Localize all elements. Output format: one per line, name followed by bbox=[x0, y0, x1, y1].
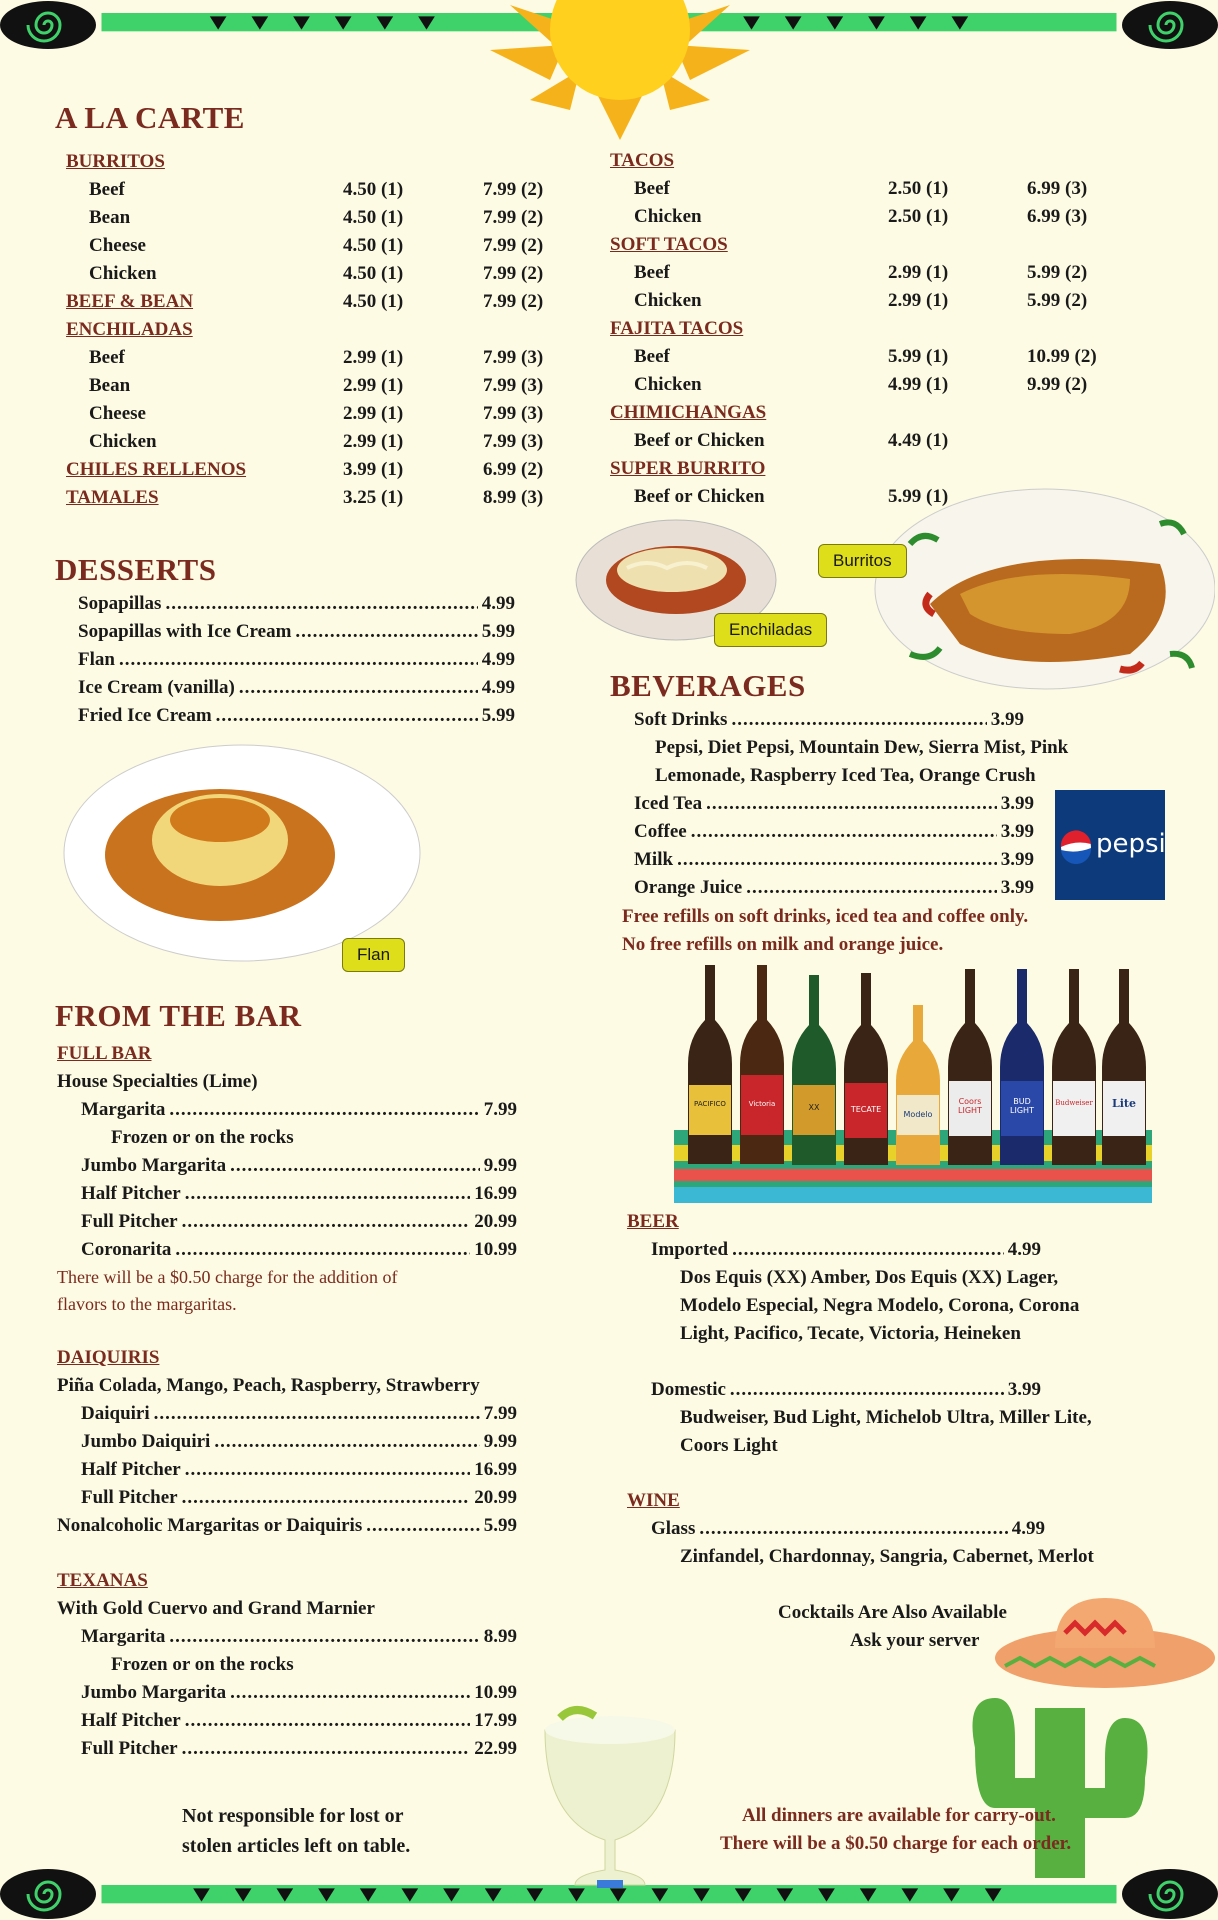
menu-item-price: 8.99 (3) bbox=[483, 487, 544, 508]
menu-item-name: Chicken bbox=[634, 206, 702, 227]
beverage-price: 3.99 bbox=[1000, 821, 1034, 842]
bar-price: 9.99 bbox=[483, 1155, 517, 1176]
dessert-price: 4.99 bbox=[481, 593, 515, 614]
beverage-price: 3.99 bbox=[990, 709, 1024, 730]
menu-item-name: Bean bbox=[89, 375, 131, 396]
menu-item-price: 7.99 (2) bbox=[483, 263, 544, 284]
bar-item: Jumbo Margarita bbox=[81, 1155, 227, 1176]
dessert-row bbox=[78, 646, 515, 674]
bar-row bbox=[81, 1456, 517, 1484]
menu-item-name: Chicken bbox=[89, 431, 157, 452]
beverage-name: Soft Drinks bbox=[634, 709, 728, 730]
menu-item-price: 4.50 (1) bbox=[343, 235, 404, 256]
enchiladas-label: Enchiladas bbox=[714, 613, 827, 647]
menu-item-price: 7.99 (3) bbox=[483, 375, 544, 396]
house-specialties: House Specialties (Lime) bbox=[57, 1071, 258, 1092]
daiquiris-heading: DAIQUIRIS bbox=[57, 1347, 160, 1368]
beverages-title: BEVERAGES bbox=[610, 668, 806, 703]
beer-heading: BEER bbox=[627, 1211, 679, 1232]
menu-item-name: Beef bbox=[634, 262, 670, 283]
menu-item-price: 7.99 (3) bbox=[483, 347, 544, 368]
bar-item: Jumbo Margarita bbox=[81, 1682, 227, 1703]
beer-bottle: Lite bbox=[1102, 969, 1146, 1169]
bar-price: 20.99 bbox=[474, 1487, 517, 1508]
super-burrito-heading: SUPER BURRITO bbox=[610, 458, 766, 479]
soft-drink-list: Lemonade, Raspberry Iced Tea, Orange Crush bbox=[655, 765, 1036, 786]
menu-item-name: Beef bbox=[89, 347, 125, 368]
menu-item-price: 6.99 (2) bbox=[483, 459, 544, 480]
menu-item-price: 7.99 (2) bbox=[483, 291, 544, 312]
beer-list: Modelo Especial, Negra Modelo, Corona, Corona bbox=[680, 1295, 1080, 1316]
disclaimer: Not responsible for lost or bbox=[182, 1805, 404, 1827]
menu-item-price: 10.99 (2) bbox=[1027, 346, 1097, 367]
menu-item-price: 2.99 (1) bbox=[343, 375, 404, 396]
menu-item-price: 2.99 (1) bbox=[343, 431, 404, 452]
bar-item: Margarita bbox=[81, 1099, 166, 1120]
menu-item-price: 4.50 (1) bbox=[343, 207, 404, 228]
menu-item-price: 3.25 (1) bbox=[343, 487, 404, 508]
menu-item-price: 3.99 (1) bbox=[343, 459, 404, 480]
beer-bottle: PACIFICO bbox=[688, 965, 732, 1169]
beverage-name: Milk bbox=[634, 849, 674, 870]
menu-item-price: 4.50 (1) bbox=[343, 179, 404, 200]
bar-item: Half Pitcher bbox=[81, 1710, 181, 1731]
bar-row bbox=[81, 1400, 517, 1428]
beverage-price: 3.99 bbox=[1000, 849, 1034, 870]
menu-item-name: Beef bbox=[634, 346, 670, 367]
bar-row bbox=[57, 1512, 517, 1540]
menu-item-price: 4.50 (1) bbox=[343, 263, 404, 284]
menu-item-name: Chicken bbox=[634, 290, 702, 311]
beer-list: Dos Equis (XX) Amber, Dos Equis (XX) Lager, bbox=[680, 1267, 1059, 1288]
burritos-label: Burritos bbox=[818, 544, 907, 578]
beer-price: 3.99 bbox=[1007, 1379, 1041, 1400]
soft-tacos-heading: SOFT TACOS bbox=[610, 234, 728, 255]
menu-item-price: 7.99 (2) bbox=[483, 207, 544, 228]
cocktails-note: Ask your server bbox=[850, 1630, 980, 1651]
full-bar-heading: FULL BAR bbox=[57, 1043, 152, 1064]
menu-item-price: 2.50 (1) bbox=[888, 178, 949, 199]
carry-out-note: There will be a $0.50 charge for each order. bbox=[720, 1833, 1072, 1854]
bar-row bbox=[81, 1208, 517, 1236]
bar-item: Half Pitcher bbox=[81, 1459, 181, 1480]
frozen-note: Frozen or on the rocks bbox=[111, 1654, 294, 1675]
disclaimer: stolen articles left on table. bbox=[182, 1835, 411, 1857]
dessert-price: 5.99 bbox=[481, 621, 515, 642]
beer-bottle: Victoria bbox=[740, 965, 784, 1169]
flavor-note: There will be a $0.50 charge for the addition of bbox=[57, 1267, 398, 1287]
chimichangas-heading: CHIMICHANGAS bbox=[610, 402, 767, 423]
bar-price: 9.99 bbox=[483, 1431, 517, 1452]
beverage-price: 3.99 bbox=[1000, 877, 1034, 898]
bar-price: 5.99 bbox=[483, 1515, 517, 1536]
bar-price: 10.99 bbox=[474, 1682, 517, 1703]
menu-item-name: Beef bbox=[634, 178, 670, 199]
dessert-name: Ice Cream (vanilla) bbox=[78, 677, 235, 698]
bar-item: Daiquiri bbox=[81, 1403, 150, 1424]
bar-row bbox=[81, 1428, 517, 1456]
menu-item-price: 7.99 (3) bbox=[483, 403, 544, 424]
bar-item: Full Pitcher bbox=[81, 1487, 178, 1508]
menu-item-price: 5.99 (1) bbox=[888, 486, 949, 507]
beer-name: Imported bbox=[651, 1239, 729, 1260]
bar-row bbox=[81, 1679, 517, 1707]
dessert-row bbox=[78, 590, 515, 618]
bar-price: 16.99 bbox=[474, 1183, 517, 1204]
desserts-title: DESSERTS bbox=[55, 552, 217, 587]
frozen-note: Frozen or on the rocks bbox=[111, 1127, 294, 1148]
bar-item: Full Pitcher bbox=[81, 1211, 178, 1232]
bar-row bbox=[81, 1152, 517, 1180]
beer-bottle: Budweiser bbox=[1052, 969, 1096, 1169]
menu-item-name: Cheese bbox=[89, 235, 146, 256]
beer-name: Domestic bbox=[651, 1379, 726, 1400]
bar-row bbox=[81, 1096, 517, 1124]
pepsi-globe-icon bbox=[1059, 830, 1093, 864]
cocktails-note: Cocktails Are Also Available bbox=[778, 1602, 1007, 1623]
tamales-heading: TAMALES bbox=[66, 487, 159, 508]
wine-name: Glass bbox=[651, 1518, 696, 1539]
menu-item-price: 4.49 (1) bbox=[888, 430, 949, 451]
bar-item: Margarita bbox=[81, 1626, 166, 1647]
beer-bottle: BUD LIGHT bbox=[1000, 969, 1044, 1169]
menu-item-name: Beef or Chicken bbox=[634, 430, 765, 451]
menu-item-name: Chicken bbox=[634, 374, 702, 395]
dessert-row bbox=[78, 702, 515, 730]
beer-list: Coors Light bbox=[680, 1435, 778, 1456]
menu-item-price: 2.50 (1) bbox=[888, 206, 949, 227]
sun-icon bbox=[470, 0, 770, 140]
bar-price: 7.99 bbox=[483, 1099, 517, 1120]
menu-item-price: 2.99 (1) bbox=[343, 403, 404, 424]
dessert-name: Fried Ice Cream bbox=[78, 705, 212, 726]
beverage-row bbox=[634, 846, 1034, 874]
dessert-name: Flan bbox=[78, 649, 115, 670]
menu-item-price: 4.50 (1) bbox=[343, 291, 404, 312]
dessert-name: Sopapillas bbox=[78, 593, 162, 614]
bar-row bbox=[81, 1623, 517, 1651]
menu-item-price: 7.99 (3) bbox=[483, 431, 544, 452]
dessert-name: Sopapillas with Ice Cream bbox=[78, 621, 292, 642]
dessert-price: 4.99 bbox=[481, 677, 515, 698]
menu-item-name: Beef or Chicken bbox=[634, 486, 765, 507]
beverage-row bbox=[634, 706, 1024, 734]
refill-note: No free refills on milk and orange juice. bbox=[622, 934, 944, 955]
flavor-note: flavors to the margaritas. bbox=[57, 1294, 237, 1314]
swirl-icon bbox=[1118, 0, 1218, 50]
pepsi-wordmark: pepsi bbox=[1096, 829, 1166, 859]
bar-price: 10.99 bbox=[474, 1239, 517, 1260]
fajita-tacos-heading: FAJITA TACOS bbox=[610, 318, 744, 339]
wine-row bbox=[651, 1515, 1045, 1543]
wine-heading: WINE bbox=[627, 1490, 680, 1511]
swirl-icon bbox=[0, 0, 100, 50]
bar-price: 20.99 bbox=[474, 1211, 517, 1232]
beer-bottle: XX bbox=[792, 975, 836, 1169]
menu-item-name: Cheese bbox=[89, 403, 146, 424]
wine-price: 4.99 bbox=[1011, 1518, 1045, 1539]
tacos-heading: TACOS bbox=[610, 150, 675, 171]
enchiladas-heading: ENCHILADAS bbox=[66, 319, 193, 340]
bar-price: 8.99 bbox=[483, 1626, 517, 1647]
texanas-sub: With Gold Cuervo and Grand Marnier bbox=[57, 1598, 375, 1619]
daiquiri-flavors: Piña Colada, Mango, Peach, Raspberry, Strawberry bbox=[57, 1375, 480, 1396]
beverage-row bbox=[634, 874, 1034, 902]
beverage-name: Orange Juice bbox=[634, 877, 743, 898]
bar-row bbox=[81, 1707, 517, 1735]
menu-item-price: 6.99 (3) bbox=[1027, 206, 1088, 227]
flan-label: Flan bbox=[342, 938, 405, 972]
beer-bottle: Modelo bbox=[896, 1005, 940, 1169]
beverage-name: Coffee bbox=[634, 821, 687, 842]
refill-note: Free refills on soft drinks, iced tea and coffee only. bbox=[622, 906, 1029, 927]
texanas-heading: TEXANAS bbox=[57, 1570, 148, 1591]
beverage-row bbox=[634, 818, 1034, 846]
dessert-price: 5.99 bbox=[481, 705, 515, 726]
burritos-photo bbox=[870, 484, 1215, 694]
burritos-heading: BURRITOS bbox=[66, 151, 165, 172]
beer-row bbox=[651, 1236, 1041, 1264]
bar-price: 22.99 bbox=[474, 1738, 517, 1759]
menu-item-price: 7.99 (2) bbox=[483, 179, 544, 200]
bar-price: 17.99 bbox=[474, 1710, 517, 1731]
soft-drink-list: Pepsi, Diet Pepsi, Mountain Dew, Sierra Mist, Pink bbox=[655, 737, 1069, 758]
beer-list: Light, Pacifico, Tecate, Victoria, Heineken bbox=[680, 1323, 1021, 1344]
margarita-glass-icon bbox=[535, 1700, 685, 1890]
menu-item-price: 5.99 (2) bbox=[1027, 262, 1088, 283]
menu-item-name: Bean bbox=[89, 207, 131, 228]
menu-item-price: 5.99 (2) bbox=[1027, 290, 1088, 311]
bar-item: Nonalcoholic Margaritas or Daiquiris bbox=[57, 1515, 363, 1536]
beer-bottles-photo bbox=[674, 955, 1152, 1203]
chiles-heading: CHILES RELLENOS bbox=[66, 459, 247, 480]
bar-row bbox=[81, 1180, 517, 1208]
bar-item: Jumbo Daiquiri bbox=[81, 1431, 211, 1452]
beer-bottle: Coors LIGHT bbox=[948, 969, 992, 1169]
dessert-row bbox=[78, 618, 515, 646]
menu-item-price: 7.99 (2) bbox=[483, 235, 544, 256]
menu-item-price: 2.99 (1) bbox=[343, 347, 404, 368]
beverage-price: 3.99 bbox=[1000, 793, 1034, 814]
carry-out-note: All dinners are available for carry-out. bbox=[742, 1805, 1056, 1826]
bar-price: 7.99 bbox=[483, 1403, 517, 1424]
bar-item: Coronarita bbox=[81, 1239, 172, 1260]
beef-bean-heading: BEEF & BEAN bbox=[66, 291, 194, 312]
bar-row bbox=[81, 1735, 517, 1763]
beer-bottle: TECATE bbox=[844, 973, 888, 1169]
dessert-row bbox=[78, 674, 515, 702]
swirl-icon bbox=[0, 1866, 100, 1920]
menu-item-name: Chicken bbox=[89, 263, 157, 284]
dessert-price: 4.99 bbox=[481, 649, 515, 670]
beer-price: 4.99 bbox=[1007, 1239, 1041, 1260]
bar-row bbox=[81, 1484, 517, 1512]
menu-item-name: Beef bbox=[89, 179, 125, 200]
pepsi-logo bbox=[1055, 790, 1165, 900]
bar-row bbox=[81, 1236, 517, 1264]
menu-item-price: 6.99 (3) bbox=[1027, 178, 1088, 199]
wine-list: Zinfandel, Chardonnay, Sangria, Cabernet, Merlot bbox=[680, 1546, 1094, 1567]
bar-price: 16.99 bbox=[474, 1459, 517, 1480]
beverage-row bbox=[634, 790, 1034, 818]
menu-item-price: 2.99 (1) bbox=[888, 290, 949, 311]
beer-list: Budweiser, Bud Light, Michelob Ultra, Miller Lite, bbox=[680, 1407, 1092, 1428]
menu-item-price: 4.99 (1) bbox=[888, 374, 949, 395]
ala-carte-title: A LA CARTE bbox=[55, 100, 245, 135]
beverage-name: Iced Tea bbox=[634, 793, 703, 814]
menu-item-price: 9.99 (2) bbox=[1027, 374, 1088, 395]
beer-row bbox=[651, 1376, 1041, 1404]
menu-item-price: 5.99 (1) bbox=[888, 346, 949, 367]
menu-item-price: 2.99 (1) bbox=[888, 262, 949, 283]
bar-title: FROM THE BAR bbox=[55, 998, 302, 1033]
bar-item: Half Pitcher bbox=[81, 1183, 181, 1204]
bar-item: Full Pitcher bbox=[81, 1738, 178, 1759]
